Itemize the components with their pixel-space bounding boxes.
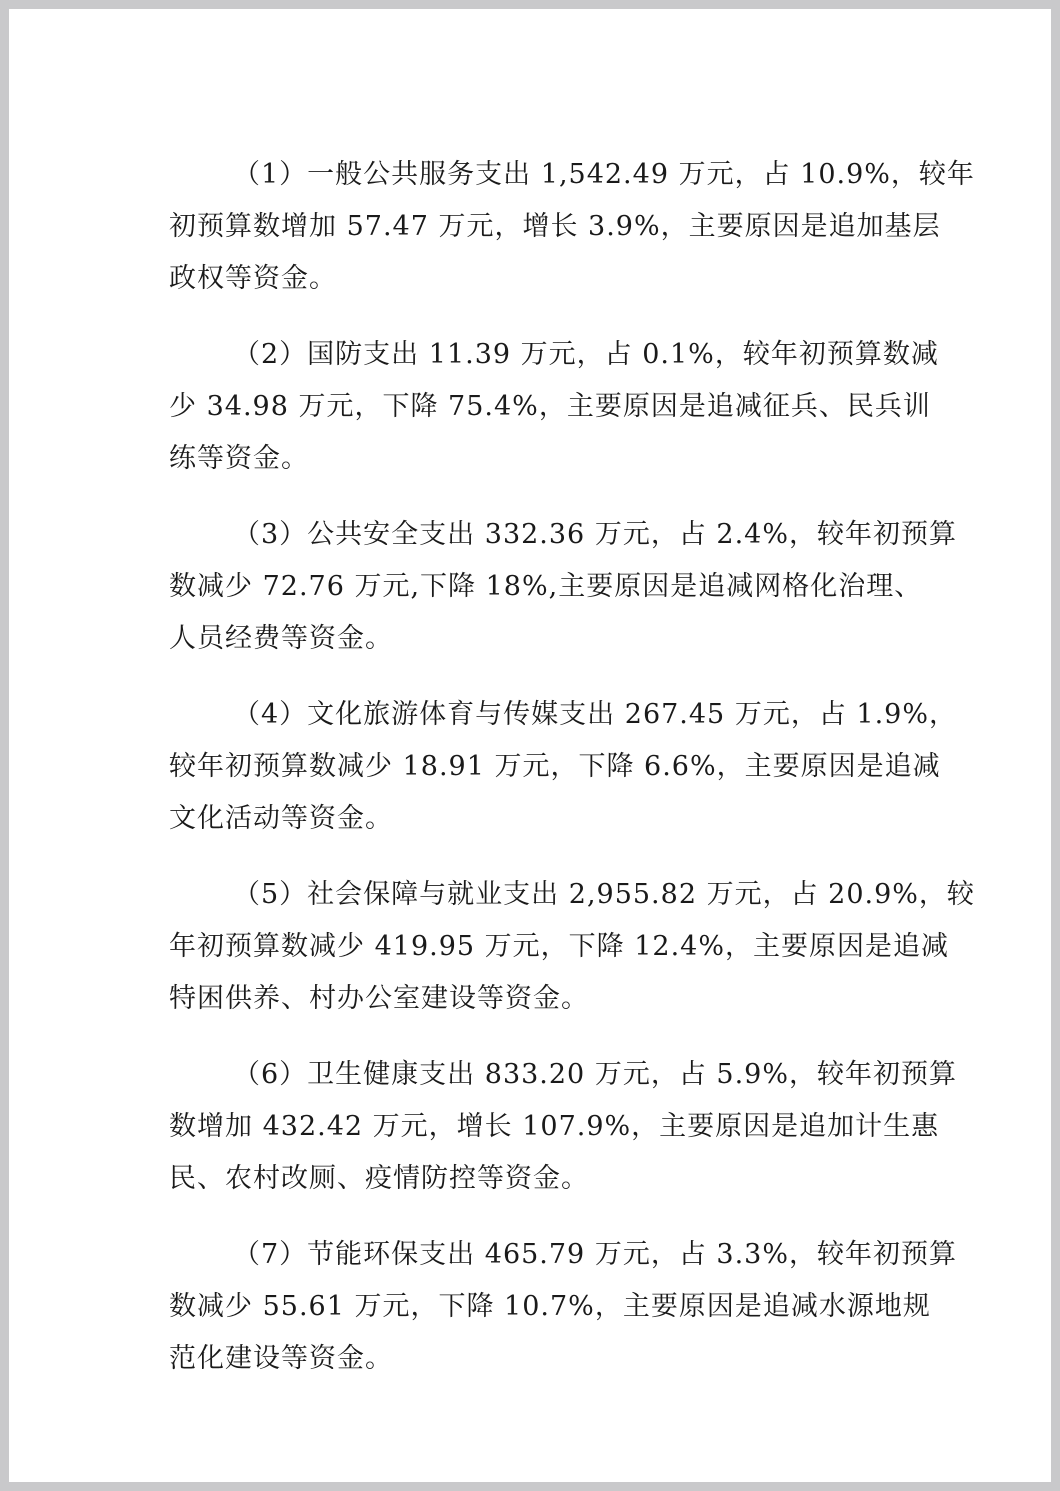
paragraph-line: （4）文化旅游体育与传媒支出 267.45 万元，占 1.9%， [233,699,957,730]
document-body [169,149,975,1409]
paragraph-line: 数减少 72.76 万元,下降 18%,主要原因是追减网格化治理、 [169,571,923,602]
paragraph-line: 人员经费等资金。 [169,623,393,654]
paragraph-line: 较年初预算数减少 18.91 万元，下降 6.6%，主要原因是追减 [169,751,941,782]
paragraph-line: （5）社会保障与就业支出 2,955.82 万元，占 20.9%，较 [233,879,975,910]
paragraph-line: 文化活动等资金。 [169,803,393,834]
paragraph-line: （3）公共安全支出 332.36 万元，占 2.4%，较年初预算 [233,519,957,550]
paragraph-line: 范化建设等资金。 [169,1343,393,1374]
paragraph-line: 数减少 55.61 万元，下降 10.7%，主要原因是追减水源地规 [169,1291,931,1322]
paragraph-public-security [169,509,957,665]
paragraph-line: （2）国防支出 11.39 万元，占 0.1%，较年初预算数减 [233,339,939,370]
paragraph-line: （1）一般公共服务支出 1,542.49 万元，占 10.9%，较年 [233,159,975,190]
paragraph-line: 年初预算数减少 419.95 万元，下降 12.4%，主要原因是追减 [169,931,949,962]
paragraph-line: 数增加 432.42 万元，增长 107.9%，主要原因是追加计生惠 [169,1111,940,1142]
paragraph-line: （6）卫生健康支出 833.20 万元，占 5.9%，较年初预算 [233,1059,957,1090]
paragraph-national-defense [169,329,939,485]
paragraph-line: 政权等资金。 [169,263,337,294]
document-page [9,9,1051,1482]
paragraph-health [169,1049,957,1205]
paragraph-line: 特困供养、村办公室建设等资金。 [169,983,589,1014]
paragraph-line: 练等资金。 [169,443,309,474]
paragraph-social-security-employment [169,869,975,1025]
paragraph-energy-environment [169,1229,957,1385]
paragraph-line: 民、农村改厕、疫情防控等资金。 [169,1163,589,1194]
paragraph-line: （7）节能环保支出 465.79 万元，占 3.3%，较年初预算 [233,1239,957,1270]
paragraph-line: 初预算数增加 57.47 万元，增长 3.9%，主要原因是追加基层 [169,211,941,242]
paragraph-line: 少 34.98 万元，下降 75.4%，主要原因是追减征兵、民兵训 [169,391,931,422]
paragraph-culture-tourism-sports-media [169,689,957,845]
paragraph-general-public-services [169,149,975,305]
